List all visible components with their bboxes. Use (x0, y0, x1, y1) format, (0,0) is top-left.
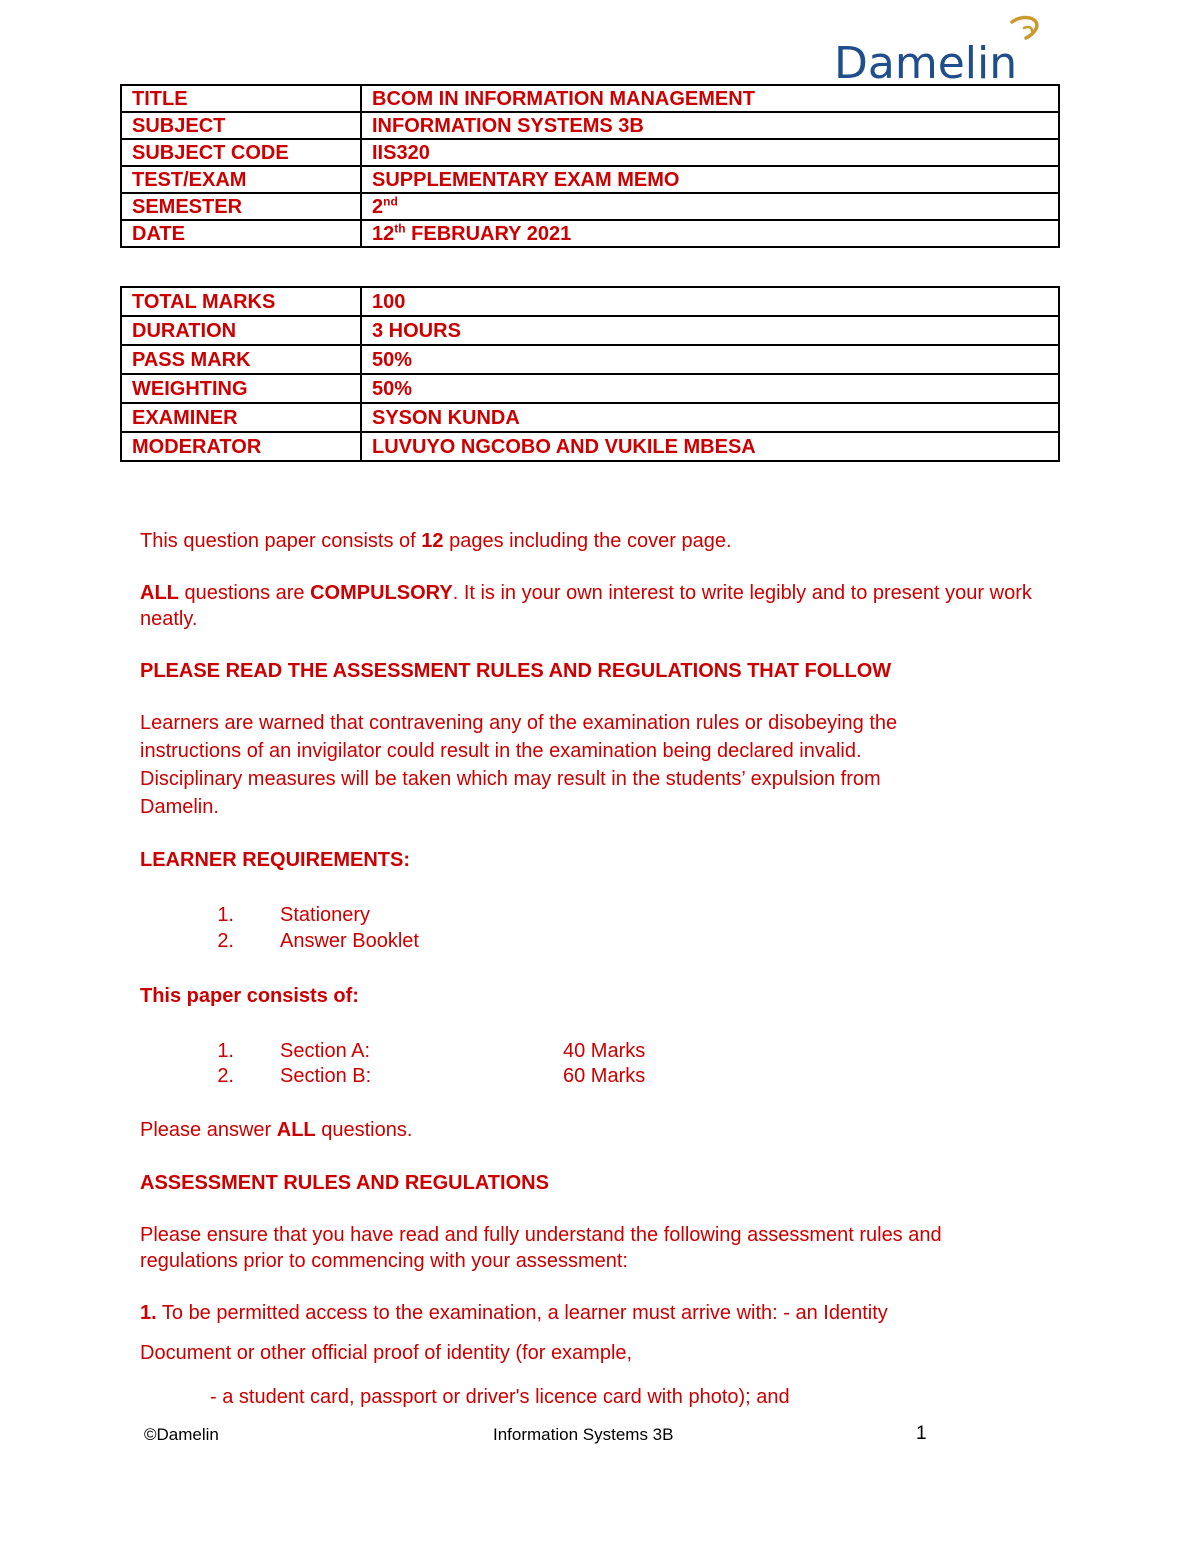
table-row (121, 287, 1059, 316)
table-row (121, 85, 1059, 112)
section-marks: 40 Marks (563, 1040, 646, 1062)
value-cell: LUVUYO NGCOBO AND VUKILE MBESA (361, 432, 1059, 461)
page-number: 1 (916, 1423, 927, 1444)
label-cell: WEIGHTING (121, 374, 361, 403)
text-run: This question paper consists of (140, 530, 422, 552)
warning-line: instructions of an invigilator could result in the examination being declared invalid. (140, 740, 862, 762)
value-cell (361, 220, 1059, 247)
footer-copyright: ©Damelin (144, 1425, 219, 1444)
text-run: ALL (276, 1119, 316, 1141)
course-info-table (120, 84, 1060, 248)
text-run: COMPULSORY (310, 582, 453, 604)
list-number: 1. (217, 1040, 234, 1062)
ensure-line: Please ensure that you have read and fully understand the following assessment rules and (140, 1224, 942, 1246)
date-month-year: FEBRUARY 2021 (405, 222, 572, 245)
label-cell: TOTAL MARKS (121, 287, 361, 316)
ensure-line: regulations prior to commencing with your assessment: (140, 1250, 628, 1272)
footer-title: Information Systems 3B (493, 1425, 674, 1444)
list-number: 2. (217, 930, 234, 952)
section-marks: 60 Marks (563, 1065, 646, 1087)
list-item (0, 1063, 1200, 1089)
pages-statement (140, 528, 1060, 554)
logo-wordmark: Damelin (834, 38, 1018, 89)
list-text: Answer Booklet (280, 930, 419, 952)
text-run: questions are (178, 582, 311, 604)
table-row (121, 345, 1059, 374)
rules-heading: ASSESSMENT RULES AND REGULATIONS (140, 1172, 549, 1194)
page-count: 12 (421, 530, 444, 552)
list-item (0, 928, 1200, 954)
semester-number: 2 (372, 195, 384, 218)
label-cell: EXAMINER (121, 403, 361, 432)
label-cell: DURATION (121, 316, 361, 345)
label-cell: PASS MARK (121, 345, 361, 374)
table-row (121, 166, 1059, 193)
label-cell: TITLE (121, 85, 361, 112)
value-cell: SUPPLEMENTARY EXAM MEMO (361, 166, 1059, 193)
text-run: pages including the cover page. (443, 530, 732, 552)
rule-number: 1. (140, 1302, 157, 1324)
list-number: 2. (217, 1065, 234, 1087)
value-cell: BCOM IN INFORMATION MANAGEMENT (361, 85, 1059, 112)
rule-1-line: Document or other official proof of identity (for example, (140, 1342, 633, 1364)
table-row (121, 403, 1059, 432)
ordinal-suffix: th (394, 220, 406, 235)
value-cell: IIS320 (361, 139, 1059, 166)
section-name: Section B: (280, 1065, 372, 1087)
table-row (121, 220, 1059, 247)
read-rules-heading: PLEASE READ THE ASSESSMENT RULES AND REGULATIONS THAT FOLLOW (140, 660, 892, 682)
value-cell: 3 HOURS (361, 316, 1059, 345)
requirements-heading: LEARNER REQUIREMENTS: (140, 849, 411, 871)
value-cell: SYSON KUNDA (361, 403, 1059, 432)
rule-1-line (140, 1300, 1060, 1326)
warning-line: Disciplinary measures will be taken which may result in the students’ expulsion from (140, 768, 881, 790)
label-cell: TEST/EXAM (121, 166, 361, 193)
list-item (0, 902, 1200, 928)
label-cell: SEMESTER (121, 193, 361, 220)
text-run: To be permitted access to the examination, a learner must arrive with: - an Identity (156, 1302, 888, 1324)
value-cell (361, 193, 1059, 220)
rule-1-line: - a student card, passport or driver's licence card with photo); and (210, 1386, 790, 1408)
text-run: Please answer (140, 1119, 277, 1141)
answer-instruction (140, 1117, 1060, 1143)
label-cell: DATE (121, 220, 361, 247)
warning-line: Damelin. (140, 796, 219, 818)
damelin-logo (834, 14, 1064, 90)
ordinal-suffix: nd (383, 193, 398, 208)
value-cell: INFORMATION SYSTEMS 3B (361, 112, 1059, 139)
text-run: questions. (315, 1119, 413, 1141)
warning-line: Learners are warned that contravening any of the examination rules or disobeying the (140, 712, 898, 734)
table-row (121, 432, 1059, 461)
list-number: 1. (217, 904, 234, 926)
value-cell: 50% (361, 374, 1059, 403)
label-cell: SUBJECT (121, 112, 361, 139)
text-run: . It is in your own interest to write legibly and to present your work neatly. (140, 582, 1038, 630)
value-cell: 50% (361, 345, 1059, 374)
text-run: ALL (140, 582, 179, 604)
exam-details-table (120, 286, 1060, 462)
label-cell: MODERATOR (121, 432, 361, 461)
list-text: Stationery (280, 904, 371, 926)
table-row (121, 193, 1059, 220)
table-row (121, 112, 1059, 139)
table-row (121, 316, 1059, 345)
table-row (121, 139, 1059, 166)
date-day: 12 (372, 222, 395, 245)
list-item (0, 1038, 1200, 1064)
paper-consists-heading: This paper consists of: (140, 985, 359, 1007)
section-name: Section A: (280, 1040, 371, 1062)
compulsory-statement (140, 580, 1060, 632)
value-cell: 100 (361, 287, 1059, 316)
label-cell: SUBJECT CODE (121, 139, 361, 166)
table-row (121, 374, 1059, 403)
